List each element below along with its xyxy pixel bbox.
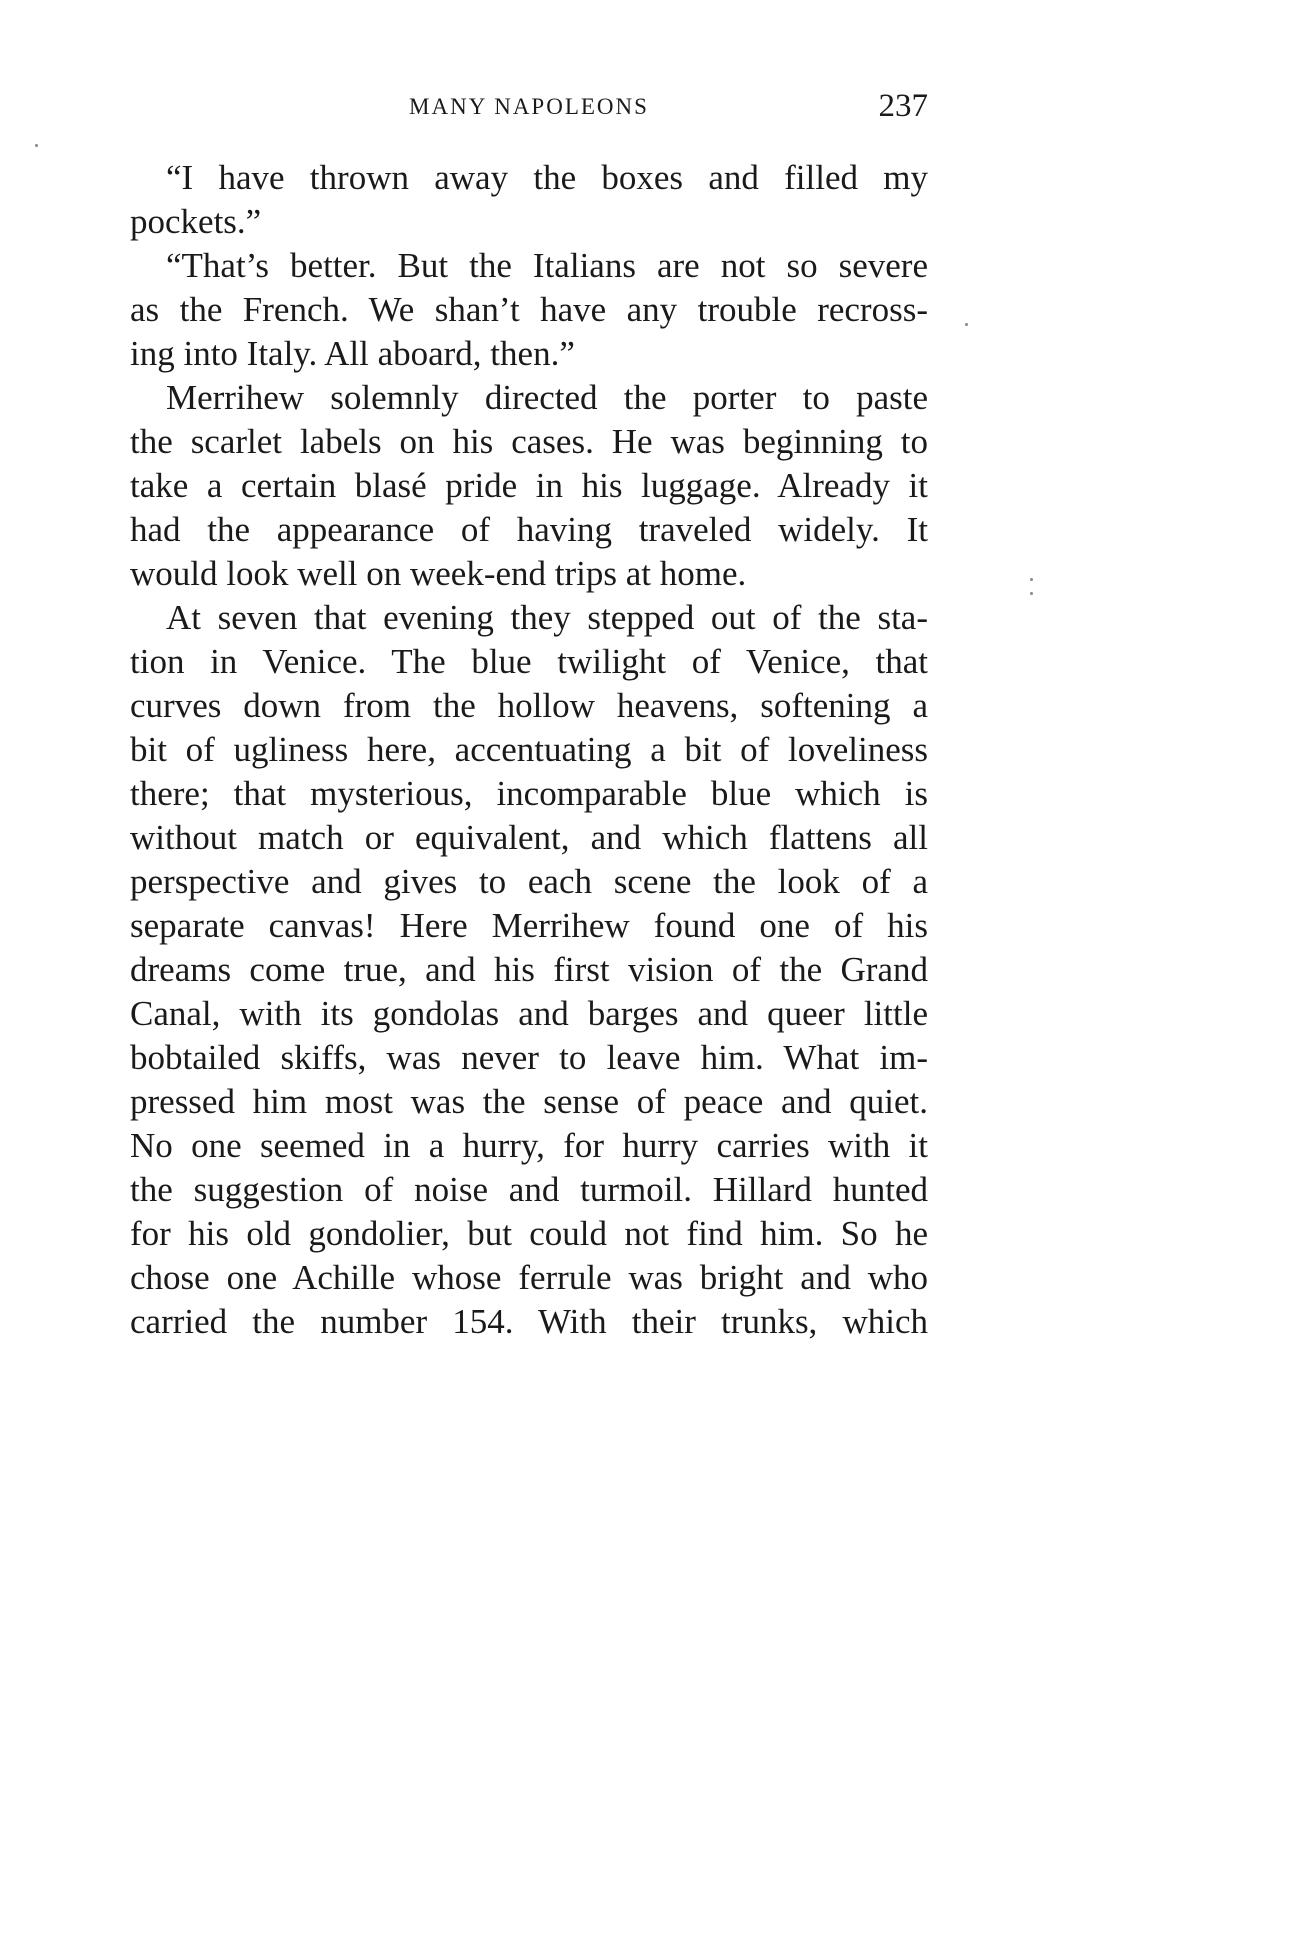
text-line: perspective and gives to each scene the look of a <box>130 862 928 901</box>
text-line: No one seemed in a hurry, for hurry carries with it <box>130 1126 928 1165</box>
text-line: bobtailed skiffs, was never to leave him. What im- <box>130 1038 928 1077</box>
text-line: had the appearance of having traveled widely. It <box>130 510 928 549</box>
text-line: tion in Venice. The blue twilight of Venice, that <box>130 642 928 681</box>
text-line: ing into Italy. All aboard, then.” <box>130 334 575 373</box>
text-line: “I have thrown away the boxes and filled my <box>166 158 928 197</box>
text-line: separate canvas! Here Merrihew found one of his <box>130 906 928 945</box>
text-line: take a certain blasé pride in his luggage. Already it <box>130 466 928 505</box>
text-line: as the French. We shan’t have any trouble recross- <box>130 290 928 329</box>
scan-speck <box>1030 578 1033 581</box>
text-line: the scarlet labels on his cases. He was beginning to <box>130 422 928 461</box>
page-number: 237 <box>878 88 928 124</box>
text-line: the suggestion of noise and turmoil. Hillard hunted <box>130 1170 928 1209</box>
text-line: pressed him most was the sense of peace and quiet. <box>130 1082 928 1121</box>
text-line: chose one Achille whose ferrule was bright and who <box>130 1258 928 1297</box>
text-line: curves down from the hollow heavens, softening a <box>130 686 928 725</box>
running-head <box>130 88 928 128</box>
text-line: “That’s better. But the Italians are not so severe <box>166 246 928 285</box>
text-line: for his old gondolier, but could not find him. So he <box>130 1214 928 1253</box>
scan-speck <box>35 144 38 147</box>
text-line: without match or equivalent, and which flattens all <box>130 818 928 857</box>
text-line: Merrihew solemnly directed the porter to paste <box>166 378 928 417</box>
body-text <box>130 156 928 1344</box>
text-line: pockets.” <box>130 202 262 241</box>
text-line: At seven that evening they stepped out of the sta- <box>166 598 928 637</box>
text-line: bit of ugliness here, accentuating a bit of loveliness <box>130 730 928 769</box>
text-line: Canal, with its gondolas and barges and queer little <box>130 994 928 1033</box>
running-title: MANY NAPOLEONS <box>409 94 649 119</box>
scan-speck <box>965 323 968 326</box>
text-line: dreams come true, and his first vision of the Grand <box>130 950 928 989</box>
scan-speck <box>1030 592 1033 595</box>
text-line: carried the number 154. With their trunks, which <box>130 1302 928 1341</box>
text-line: would look well on week-end trips at home. <box>130 554 747 593</box>
text-line: there; that mysterious, incomparable blue which is <box>130 774 928 813</box>
